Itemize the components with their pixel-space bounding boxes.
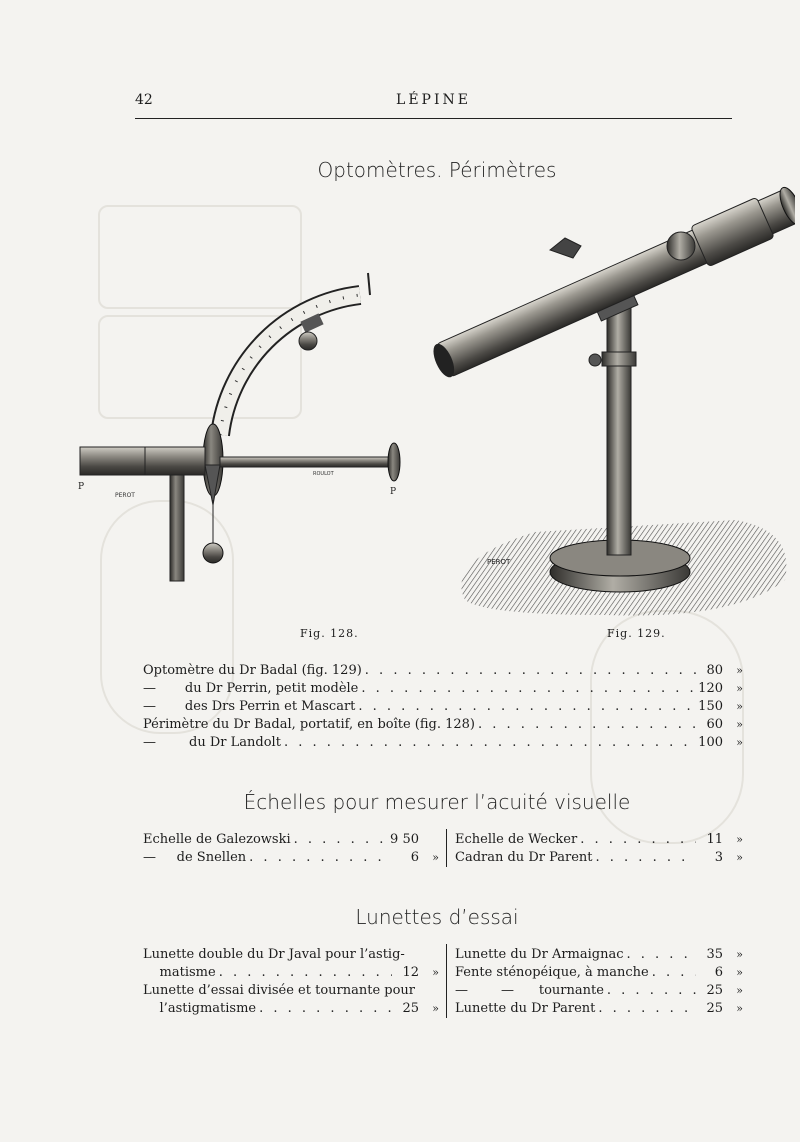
item-unit: » bbox=[736, 718, 743, 731]
item-price: 6 bbox=[410, 850, 419, 865]
item-price: 9 50 bbox=[390, 832, 419, 847]
price-row bbox=[143, 716, 743, 734]
item-unit: » bbox=[736, 833, 743, 846]
item-price: 12 bbox=[402, 965, 419, 980]
item-label: Cadran du Dr Parent bbox=[455, 850, 593, 865]
item-label: Echelle de Wecker bbox=[455, 832, 578, 847]
fig128-mark-left: P bbox=[78, 482, 85, 492]
fig128-mark-right: P bbox=[390, 487, 397, 497]
figure-128-caption: Fig. 128. bbox=[300, 627, 359, 640]
item-unit: » bbox=[736, 851, 743, 864]
item-price: 80 bbox=[706, 663, 723, 678]
item-label: — des Drs Perrin et Mascart bbox=[143, 699, 356, 714]
price-row bbox=[455, 946, 743, 964]
item-price: 25 bbox=[706, 1001, 723, 1016]
price-row bbox=[143, 831, 439, 849]
item-label: — du Dr Landolt bbox=[143, 735, 281, 750]
column-divider bbox=[446, 829, 447, 867]
price-row bbox=[455, 831, 743, 849]
price-row bbox=[143, 734, 743, 752]
price-row bbox=[143, 662, 743, 680]
item-unit: » bbox=[736, 736, 743, 749]
price-row bbox=[143, 680, 743, 698]
item-unit: » bbox=[736, 700, 743, 713]
item-label: Echelle de Galezowski bbox=[143, 832, 291, 847]
column-divider bbox=[446, 944, 447, 1018]
leader-dots bbox=[284, 734, 695, 752]
item-label: Lunette du Dr Armaignac bbox=[455, 947, 624, 962]
price-row bbox=[455, 964, 743, 982]
item-label: Fente sténopéique, à manche bbox=[455, 965, 649, 980]
figure-128-perimeter bbox=[70, 265, 420, 595]
leader-dots bbox=[478, 716, 696, 734]
figure-129-caption: Fig. 129. bbox=[607, 627, 666, 640]
item-price: 11 bbox=[706, 832, 723, 847]
item-unit: » bbox=[736, 966, 743, 979]
leader-dots bbox=[294, 831, 387, 849]
item-price: 3 bbox=[714, 850, 723, 865]
leader-dots bbox=[580, 831, 696, 849]
item-price: 60 bbox=[706, 717, 723, 732]
item-label: — du Dr Perrin, petit modèle bbox=[143, 681, 359, 696]
price-row bbox=[455, 982, 743, 1000]
leader-dots bbox=[358, 698, 695, 716]
price-row bbox=[143, 698, 743, 716]
item-unit: » bbox=[736, 984, 743, 997]
item-unit: » bbox=[736, 664, 743, 677]
fig128-maker: ROULOT bbox=[313, 471, 334, 477]
item-price: 150 bbox=[698, 699, 723, 714]
item-label: Périmètre du Dr Badal, portatif, en boîte (fig. 128) bbox=[143, 717, 476, 732]
running-head: LÉPINE bbox=[396, 92, 471, 108]
item-unit: » bbox=[736, 1002, 743, 1015]
item-label: — — tournante bbox=[455, 983, 604, 998]
item-unit: » bbox=[432, 966, 439, 979]
leader-dots bbox=[627, 946, 696, 964]
leader-dots bbox=[596, 849, 696, 867]
leader-dots bbox=[652, 964, 696, 982]
item-label: Lunette d’essai divisée et tournante pour bbox=[143, 983, 416, 998]
price-row bbox=[455, 1000, 743, 1018]
section-title-optometres: Optomètres. Périmètres bbox=[317, 158, 557, 182]
item-label: Lunette double du Dr Javal pour l’astig- bbox=[143, 947, 405, 962]
item-price: 6 bbox=[714, 965, 723, 980]
page-number: 42 bbox=[135, 92, 153, 108]
leader-dots bbox=[219, 964, 392, 982]
price-row bbox=[143, 1000, 439, 1018]
price-row bbox=[143, 849, 439, 867]
item-unit: » bbox=[432, 1002, 439, 1015]
item-price: 120 bbox=[698, 681, 723, 696]
item-price: 25 bbox=[706, 983, 723, 998]
section-title-lunettes: Lunettes d’essai bbox=[355, 905, 519, 929]
fig128-engraver: PEROT bbox=[115, 492, 135, 499]
leader-dots bbox=[361, 680, 695, 698]
price-row bbox=[143, 964, 439, 982]
leader-dots bbox=[598, 1000, 696, 1018]
price-row bbox=[455, 849, 743, 867]
item-label: matisme bbox=[143, 965, 216, 980]
item-label: Optomètre du Dr Badal (fig. 129) bbox=[143, 663, 362, 678]
leader-dots bbox=[259, 1000, 392, 1018]
item-unit: » bbox=[432, 851, 439, 864]
page-header bbox=[135, 92, 732, 119]
item-label: l’astigmatisme bbox=[143, 1001, 257, 1016]
item-price: 25 bbox=[402, 1001, 419, 1016]
leader-dots bbox=[365, 662, 696, 680]
item-price: 35 bbox=[706, 947, 723, 962]
text-row bbox=[143, 982, 439, 1000]
leader-dots bbox=[607, 982, 696, 1000]
figure-129-optometer bbox=[405, 160, 795, 620]
leader-dots bbox=[249, 849, 392, 867]
item-unit: » bbox=[736, 682, 743, 695]
text-row bbox=[143, 946, 439, 964]
fig129-engraver: PEROT bbox=[487, 558, 511, 566]
item-unit: » bbox=[736, 948, 743, 961]
section-title-echelles: Échelles pour mesurer l’acuité visuelle bbox=[243, 790, 631, 814]
item-price: 100 bbox=[698, 735, 723, 750]
item-label: Lunette du Dr Parent bbox=[455, 1001, 596, 1016]
item-label: — de Snellen bbox=[143, 850, 247, 865]
